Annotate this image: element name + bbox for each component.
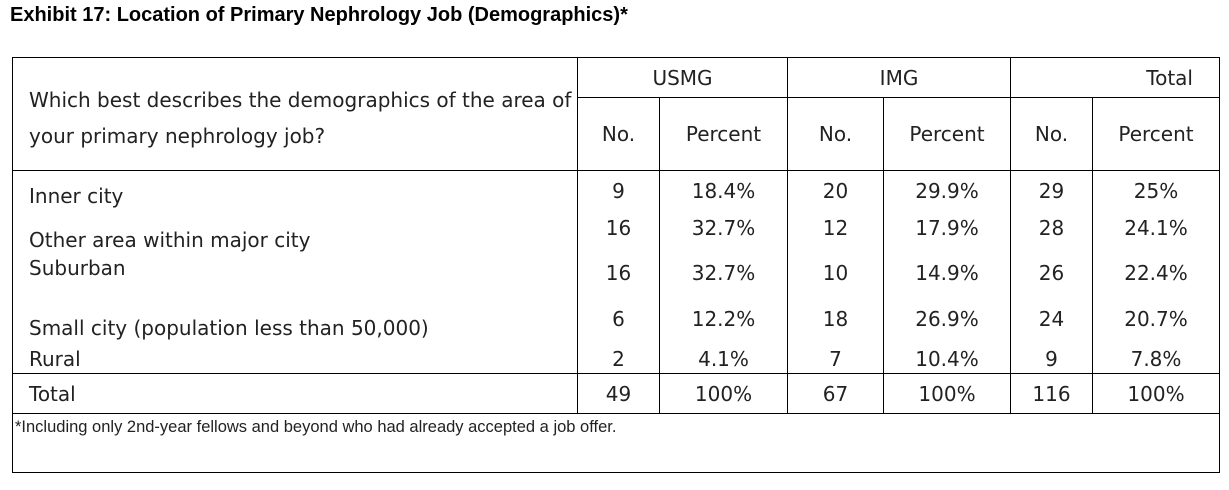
usmg-percent-cell: 12.2% (660, 292, 788, 346)
table-row (13, 171, 1220, 212)
subheader-percent: Percent (1093, 98, 1220, 171)
question-header: Which best describes the demographics of the area of your primary nephrology job? (13, 58, 578, 171)
group-header-usmg: USMG (578, 58, 788, 98)
total-no-cell: 28 (1011, 212, 1093, 254)
img-percent-cell: 17.9% (884, 212, 1011, 254)
img-percent-cell: 26.9% (884, 292, 1011, 346)
subheader-percent: Percent (884, 98, 1011, 171)
table-row (13, 212, 1220, 254)
subheader-no: No. (788, 98, 884, 171)
row-label: Suburban (13, 254, 578, 292)
usmg-percent-cell: 18.4% (660, 171, 788, 212)
group-header-total: Total (1011, 58, 1220, 98)
demographics-table (12, 57, 1220, 473)
subheader-no: No. (1011, 98, 1093, 171)
table-row (13, 292, 1220, 346)
img-no-cell: 10 (788, 254, 884, 292)
total-percent-cell: 24.1% (1093, 212, 1220, 254)
row-label: Other area within major city (13, 212, 578, 254)
usmg-no-cell: 2 (578, 346, 660, 374)
img-percent-cell: 14.9% (884, 254, 1011, 292)
total-no-cell: 26 (1011, 254, 1093, 292)
total-no-cell: 24 (1011, 292, 1093, 346)
group-header-row (13, 58, 1220, 98)
exhibit-title: Exhibit 17: Location of Primary Nephrology Job (Demographics)* (10, 4, 628, 26)
subheader-no: No. (578, 98, 660, 171)
img-no-cell: 7 (788, 346, 884, 374)
img-no-cell: 20 (788, 171, 884, 212)
img-percent-cell: 100% (884, 374, 1011, 414)
usmg-percent-cell: 32.7% (660, 254, 788, 292)
total-no-cell: 116 (1011, 374, 1093, 414)
usmg-no-cell: 6 (578, 292, 660, 346)
total-percent-cell: 20.7% (1093, 292, 1220, 346)
usmg-percent-cell: 4.1% (660, 346, 788, 374)
usmg-no-cell: 9 (578, 171, 660, 212)
total-row (13, 374, 1220, 414)
total-percent-cell: 100% (1093, 374, 1220, 414)
total-percent-cell: 25% (1093, 171, 1220, 212)
row-label: Rural (13, 346, 578, 374)
usmg-percent-cell: 32.7% (660, 212, 788, 254)
row-label: Small city (population less than 50,000) (13, 292, 578, 346)
img-percent-cell: 29.9% (884, 171, 1011, 212)
total-percent-cell: 7.8% (1093, 346, 1220, 374)
footnote-row (13, 414, 1220, 473)
subheader-percent: Percent (660, 98, 788, 171)
table-row (13, 254, 1220, 292)
img-percent-cell: 10.4% (884, 346, 1011, 374)
total-no-cell: 9 (1011, 346, 1093, 374)
total-percent-cell: 22.4% (1093, 254, 1220, 292)
row-label: Total (13, 374, 578, 414)
total-no-cell: 29 (1011, 171, 1093, 212)
usmg-no-cell: 16 (578, 212, 660, 254)
row-label: Inner city (13, 171, 578, 212)
img-no-cell: 18 (788, 292, 884, 346)
footnote: *Including only 2nd-year fellows and beyond who had already accepted a job offer. (13, 414, 1220, 473)
table-row (13, 346, 1220, 374)
usmg-no-cell: 49 (578, 374, 660, 414)
usmg-no-cell: 16 (578, 254, 660, 292)
group-header-img: IMG (788, 58, 1011, 98)
img-no-cell: 12 (788, 212, 884, 254)
img-no-cell: 67 (788, 374, 884, 414)
usmg-percent-cell: 100% (660, 374, 788, 414)
